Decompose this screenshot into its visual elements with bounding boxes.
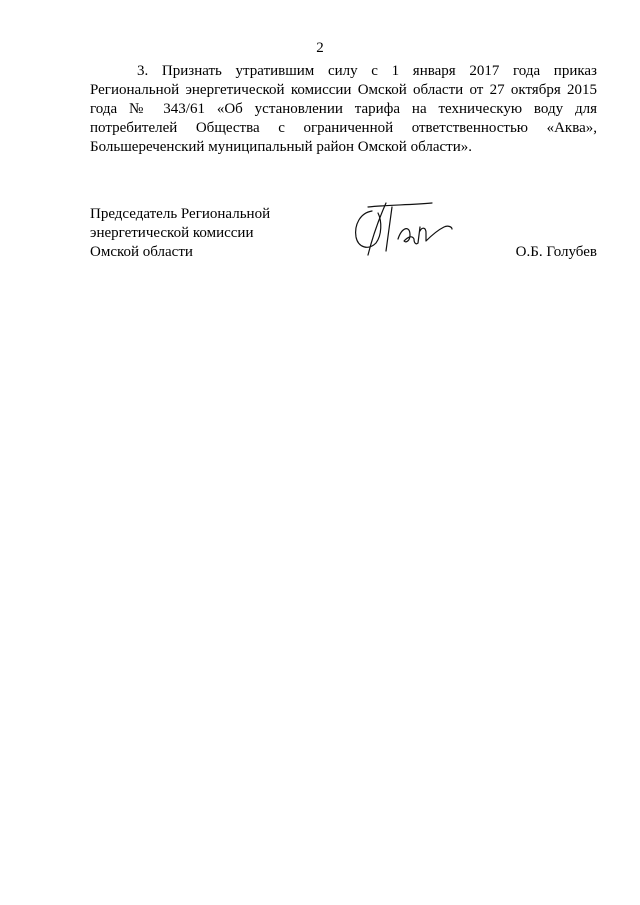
signer-name: О.Б. Голубев (515, 244, 597, 260)
signer-title-line: энергетической комиссии (90, 225, 254, 241)
page-number: 2 (316, 40, 324, 56)
handwritten-signature (348, 197, 458, 259)
signer-title (90, 205, 330, 262)
signer-title-line: Председатель Региональной (90, 206, 271, 222)
signer-title-line: Омской области (90, 244, 193, 260)
signature-block (90, 205, 597, 265)
body-paragraph: 3. Признать утратившим силу с 1 января 2017 года приказ Региональной энергетической комиссии Омской области от 27 октября 2015 года № 343/61 «Об установлении тарифа на техническую воду для потребителей Общества с ограниченной ответственностью «Аква», Большереченский муниципальный район Омской области». (90, 63, 597, 155)
